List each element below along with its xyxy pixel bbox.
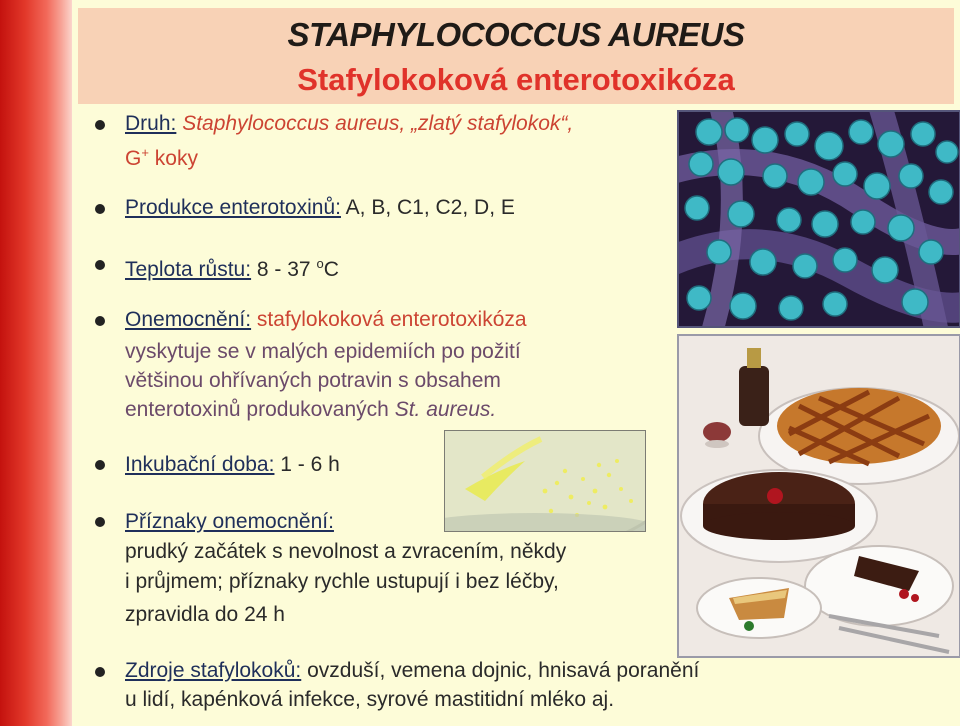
onemocneni-line-4: [125, 396, 496, 424]
bullet-druh: [95, 120, 105, 130]
food-pastry-drawing: [679, 336, 959, 656]
bullet-onemocneni: [95, 316, 105, 326]
priznaky-line-3: i průjmem; příznaky rychle ustupují i bez léčby,: [125, 570, 559, 593]
produkce-line: [125, 194, 515, 222]
zdroje-label: Zdroje stafylokoků:: [125, 659, 302, 682]
bullet-produkce: [95, 204, 105, 214]
zdroje-value: ovzduší, vemena dojnic, hnisavá poranění: [301, 659, 700, 682]
onemocneni-value: stafylokoková enterotoxikóza: [251, 308, 527, 331]
druh-koky: koky: [148, 147, 198, 170]
onemocneni-line-1: [125, 306, 527, 334]
petri-dish-drawing: [445, 431, 645, 531]
teplota-label: Teplota růstu:: [125, 258, 252, 281]
teplota-value: 8 - 37: [251, 258, 317, 281]
inkubace-value: 1 - 6 h: [274, 453, 340, 476]
bacteria-micrograph-drawing: [679, 112, 959, 326]
druh-value: Staphylococcus aureus, „zlatý stafylokok“,: [176, 112, 574, 135]
inkubace-label: Inkubační doba:: [125, 453, 275, 476]
onemocneni-line-3: většinou ohřívaných potravin s obsahem: [125, 369, 501, 392]
petri-dish-image: [444, 430, 646, 532]
druh-gram: G: [125, 147, 142, 170]
priznaky-line-4: zpravidla do 24 h: [125, 603, 285, 626]
produkce-value: A, B, C1, C2, D, E: [340, 196, 515, 219]
druh-line-2: [125, 139, 198, 173]
priznaky-line-1: [125, 508, 334, 536]
druh-line-1: [125, 110, 573, 138]
left-decorative-stripe: [0, 0, 72, 726]
inkubace-line: [125, 451, 340, 479]
priznaky-label: Příznaky onemocnění:: [125, 510, 334, 533]
bullet-zdroje: [95, 667, 105, 677]
onemocneni-line-4-text: enterotoxinů produkovaných: [125, 398, 395, 421]
zdroje-line-1: [125, 657, 699, 685]
onemocneni-label: Onemocnění:: [125, 308, 252, 331]
teplota-unit: C: [323, 258, 339, 281]
food-pastry-image: [677, 334, 960, 658]
bullet-teplota: [95, 260, 105, 270]
druh-gram-sup: +: [141, 145, 149, 160]
onemocneni-organism: St. aureus.: [394, 398, 497, 421]
zdroje-line-2: u lidí, kapénková infekce, syrové mastitidní mléko aj.: [125, 688, 615, 711]
slide-title: STAPHYLOCOCCUS AUREUS: [287, 16, 745, 53]
produkce-label: Produkce enterotoxinů:: [125, 196, 341, 219]
bacteria-micrograph-image: [677, 110, 960, 328]
teplota-degree: o: [316, 256, 324, 271]
onemocneni-line-2: vyskytuje se v malých epidemiích po požití: [125, 340, 521, 363]
bullet-priznaky: [95, 517, 105, 527]
bullet-inkubace: [95, 460, 105, 470]
druh-label: Druh:: [125, 112, 177, 135]
slide-subtitle: Stafylokoková enterotoxikóza: [297, 62, 735, 97]
priznaky-line-2: prudký začátek s nevolnost a zvracením, někdy: [125, 540, 567, 563]
teplota-line: [125, 250, 339, 284]
